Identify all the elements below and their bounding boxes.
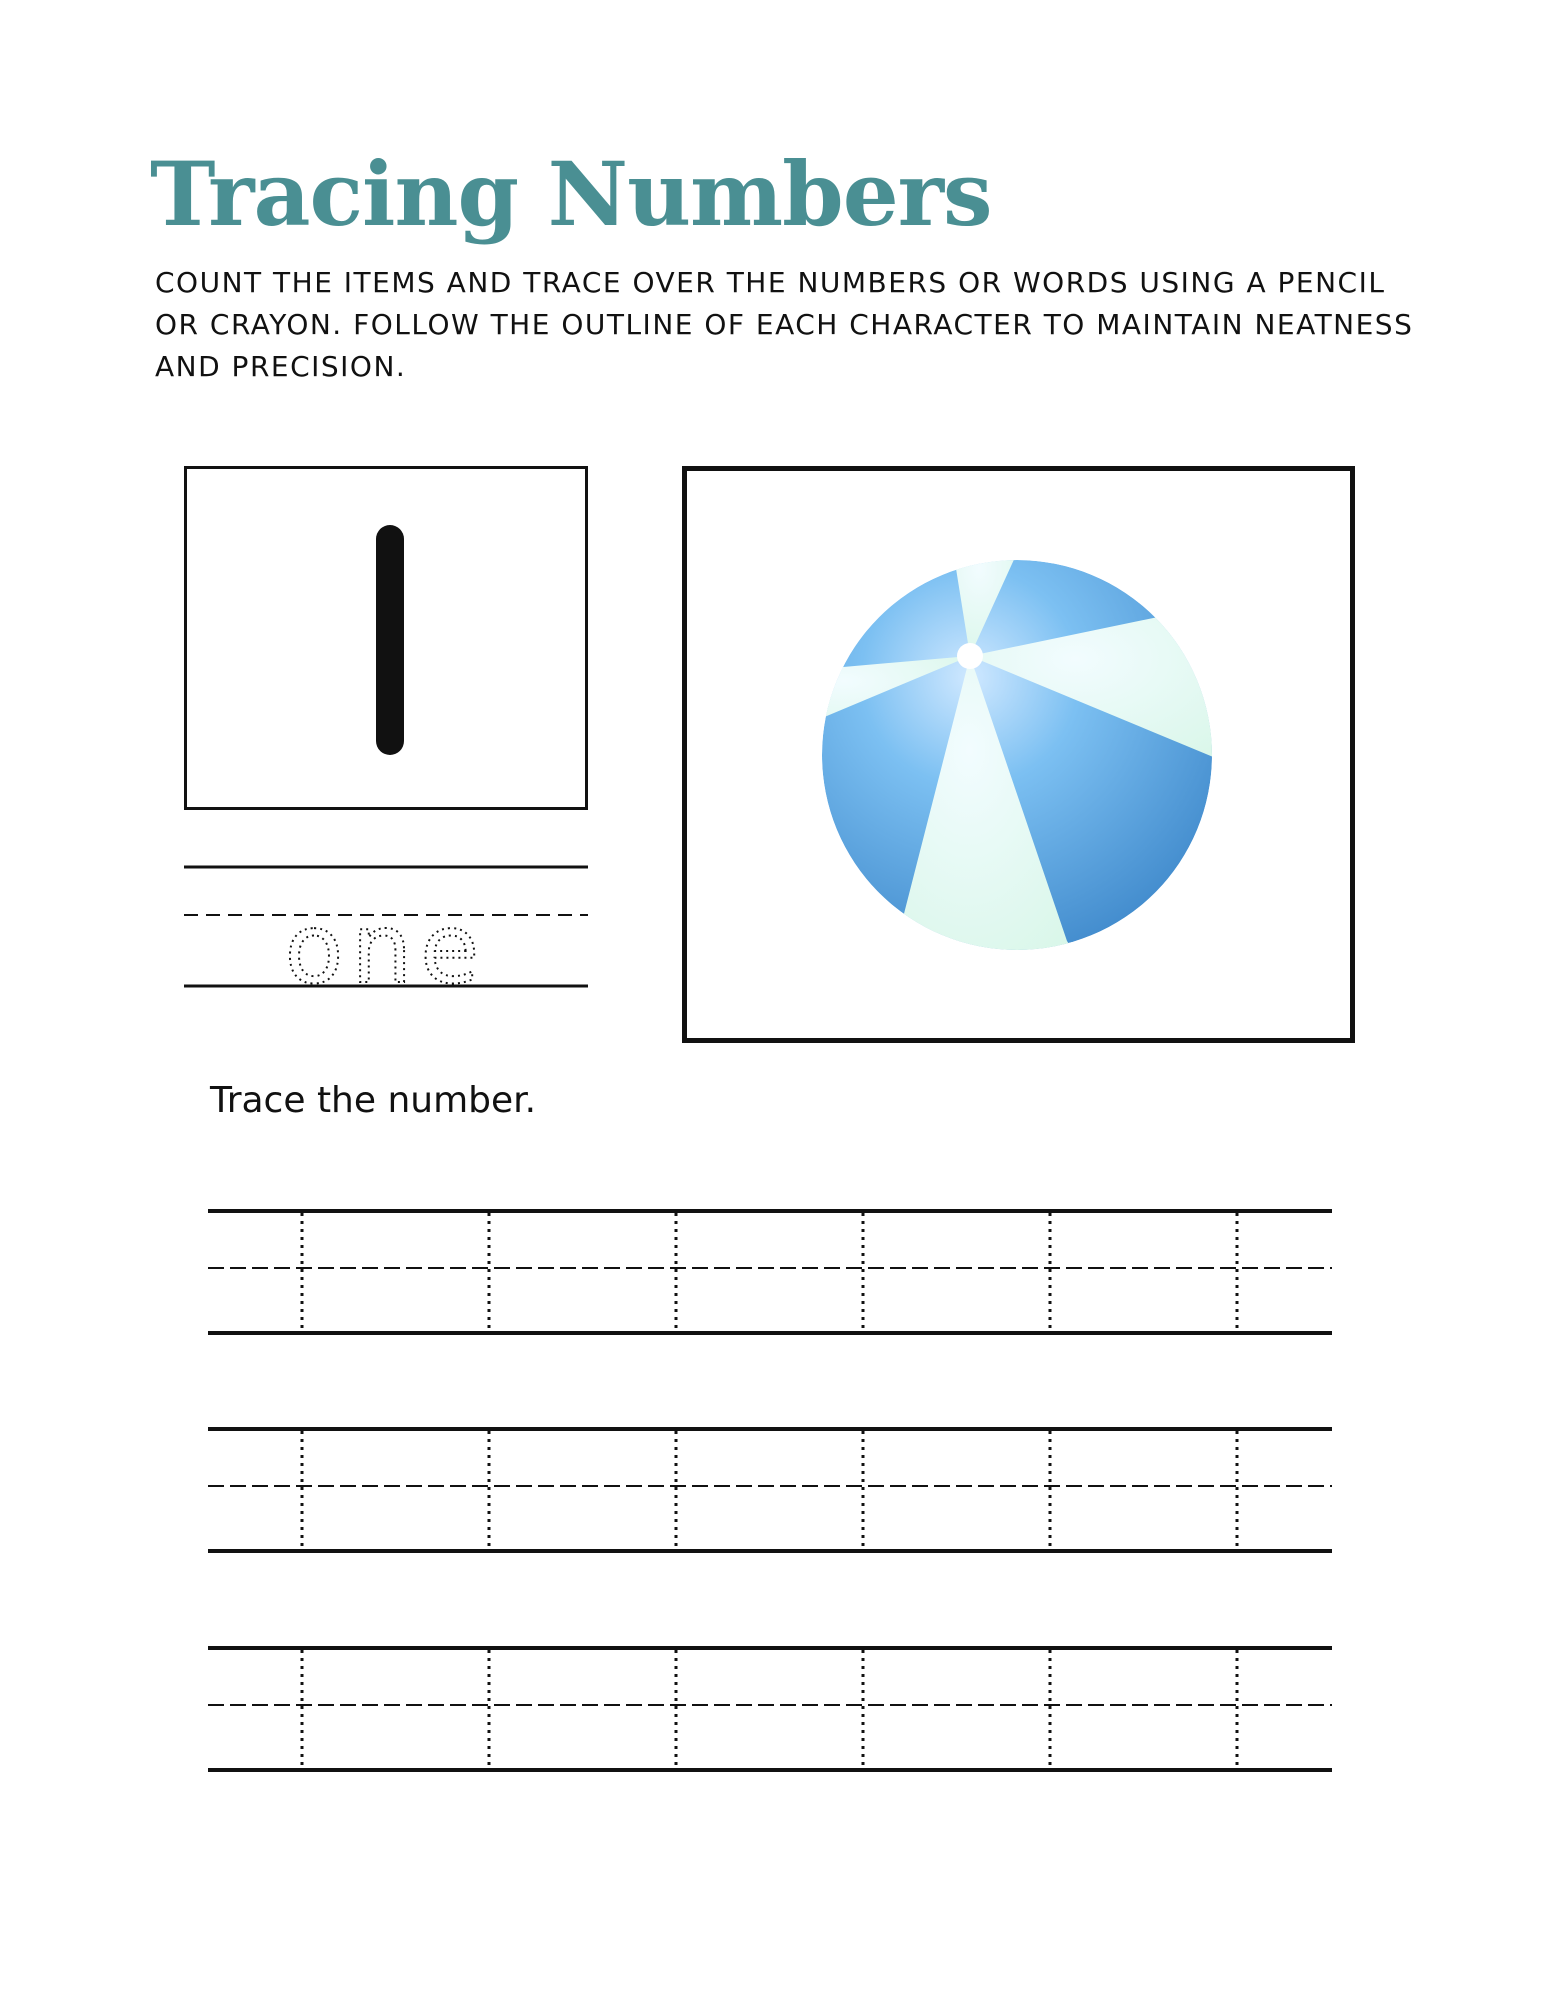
practice-row-1[interactable]	[208, 1205, 1332, 1335]
instructions-text: COUNT THE ITEMS AND TRACE OVER THE NUMBERS OR WORDS USING A PENCIL OR CRAYON. FOLLOW THE OUTLINE OF EACH CHARACTER TO MAINTAIN NEATNESS AND PRECISION.	[155, 266, 1414, 383]
numeral-one-glyph	[187, 469, 585, 807]
numeral-box	[184, 466, 588, 810]
tracing-word: one	[284, 893, 488, 995]
beach-ball-icon	[687, 471, 1350, 1038]
word-tracing-area[interactable]	[184, 855, 588, 995]
practice-row-3[interactable]	[208, 1642, 1332, 1772]
page-title: Tracing Numbers	[150, 142, 992, 246]
counting-picture-box	[682, 466, 1355, 1043]
trace-prompt: Trace the number.	[210, 1080, 537, 1121]
practice-row-2[interactable]	[208, 1423, 1332, 1553]
